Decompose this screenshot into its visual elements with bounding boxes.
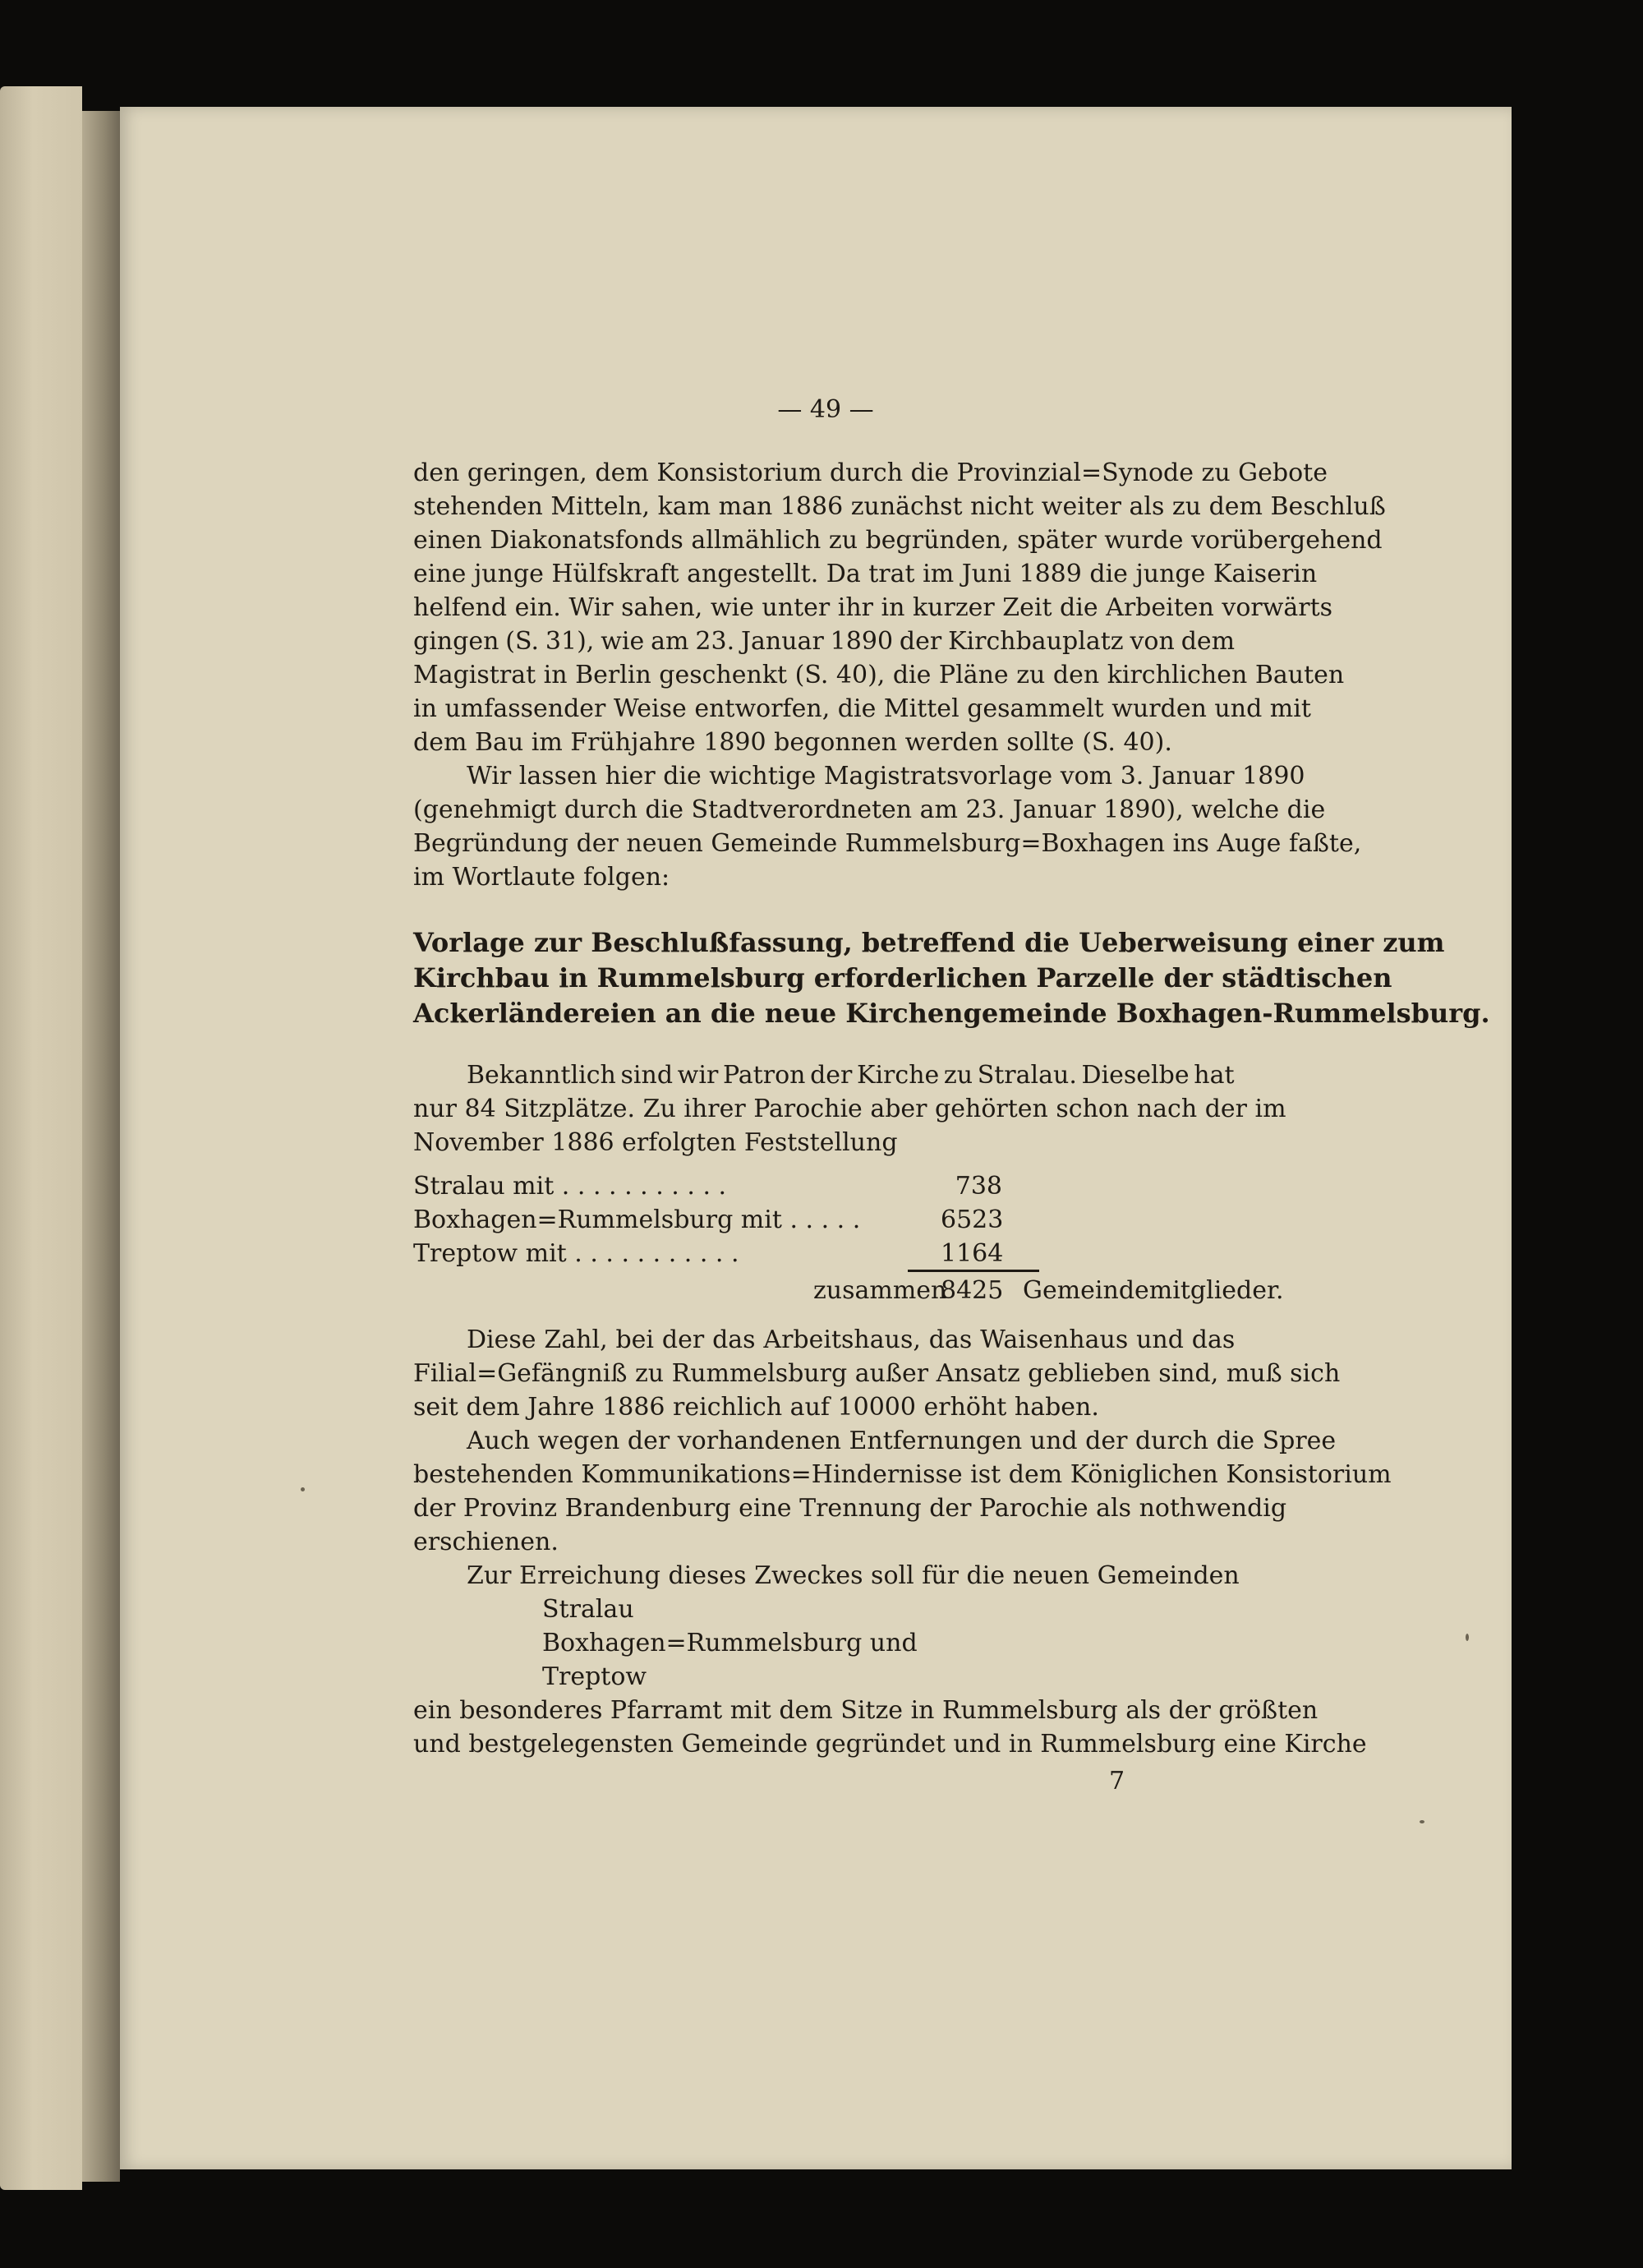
total-unit: Gemeindemitglieder. [1023,1276,1284,1305]
community-name: Boxhagen=Rummelsburg und [542,1629,918,1657]
paragraph-line: in umfassender Weise entworfen, die Mittel gesammelt wurden und mit [413,694,1311,723]
paragraph-line: (genehmigt durch die Stadtverordneten am 23. Januar 1890), welche die [413,795,1326,824]
paragraph-line: gingen (S. 31), wie am 23. Januar 1890 der Kirchbauplatz von dem [413,627,1236,656]
section-heading: Kirchbau in Rummelsburg erforderlichen Parzelle der städtischen [413,962,1392,993]
table-row-value: 6523 [941,1205,1004,1234]
table-row-label: Boxhagen=Rummelsburg mit . . . . . [413,1205,861,1234]
paragraph-line: Filial=Gefängniß zu Rummelsburg außer Ansatz geblieben sind, muß sich [413,1359,1341,1388]
paragraph-line: stehenden Mitteln, kam man 1886 zunächst nicht weiter als zu dem Beschluß [413,492,1386,521]
total-value: 8425 [941,1276,1004,1305]
total-label: zusammen [813,1276,947,1305]
paragraph-line: November 1886 erfolgten Feststellung [413,1128,898,1157]
paragraph-line: der Provinz Brandenburg eine Trennung der Parochie als nothwendig [413,1494,1287,1523]
paragraph-line: den geringen, dem Konsistorium durch die Provinzial=Synode zu Gebote [413,459,1328,487]
paragraph-line: dem Bau im Frühjahre 1890 begonnen werden sollte (S. 40). [413,728,1172,757]
community-name: Stralau [542,1595,634,1624]
sum-rule [908,1270,1039,1272]
section-heading: Vorlage zur Beschlußfassung, betreffend die Ueberweisung einer zum [413,927,1445,958]
paragraph-line: Diese Zahl, bei der das Arbeitshaus, das Waisenhaus und das [467,1325,1236,1354]
paragraph-line: ein besonderes Pfarramt mit dem Sitze in Rummelsburg als der größten [413,1696,1319,1725]
table-row-label: Treptow mit . . . . . . . . . . . [413,1239,739,1268]
page-number: — 49 — [777,395,874,424]
paragraph-line: Auch wegen der vorhandenen Entfernungen und der durch die Spree [467,1427,1337,1455]
paragraph-line: helfend ein. Wir sahen, wie unter ihr in kurzer Zeit die Arbeiten vorwärts [413,593,1333,622]
table-row-value: 738 [955,1172,1002,1201]
paragraph-line: Magistrat in Berlin geschenkt (S. 40), die Pläne zu den kirchlichen Bauten [413,661,1345,689]
paragraph-line: und bestgelegensten Gemeinde gegründet und in Rummelsburg eine Kirche [413,1730,1367,1759]
paragraph-line: Wir lassen hier die wichtige Magistratsvorlage vom 3. Januar 1890 [467,762,1305,791]
paragraph-line: eine junge Hülfskraft angestellt. Da trat im Juni 1889 die junge Kaiserin [413,560,1318,588]
printer-signature: 7 [1109,1767,1125,1796]
paragraph-line: einen Diakonatsfonds allmählich zu begründen, später wurde vorübergehend [413,526,1383,555]
community-name: Treptow [542,1662,647,1691]
table-row-label: Stralau mit . . . . . . . . . . . [413,1172,727,1201]
paragraph-line: erschienen. [413,1528,559,1556]
paragraph-line: Begründung der neuen Gemeinde Rummelsburg=Boxhagen ins Auge faßte, [413,829,1362,858]
paragraph-line: nur 84 Sitzplätze. Zu ihrer Parochie aber gehörten schon nach der im [413,1095,1286,1123]
section-heading: Ackerländereien an die neue Kirchengemeinde Boxhagen-Rummelsburg. [413,998,1490,1029]
paragraph-line: im Wortlaute folgen: [413,863,670,892]
paragraph-line: Zur Erreichung dieses Zweckes soll für die neuen Gemeinden [467,1561,1240,1590]
paragraph-line: seit dem Jahre 1886 reichlich auf 10000 erhöht haben. [413,1393,1099,1422]
paragraph-line: Bekanntlich sind wir Patron der Kirche zu Stralau. Dieselbe hat [467,1061,1235,1090]
paragraph-line: bestehenden Kommunikations=Hindernisse ist dem Königlichen Konsistorium [413,1460,1392,1489]
table-row-value: 1164 [941,1239,1004,1268]
